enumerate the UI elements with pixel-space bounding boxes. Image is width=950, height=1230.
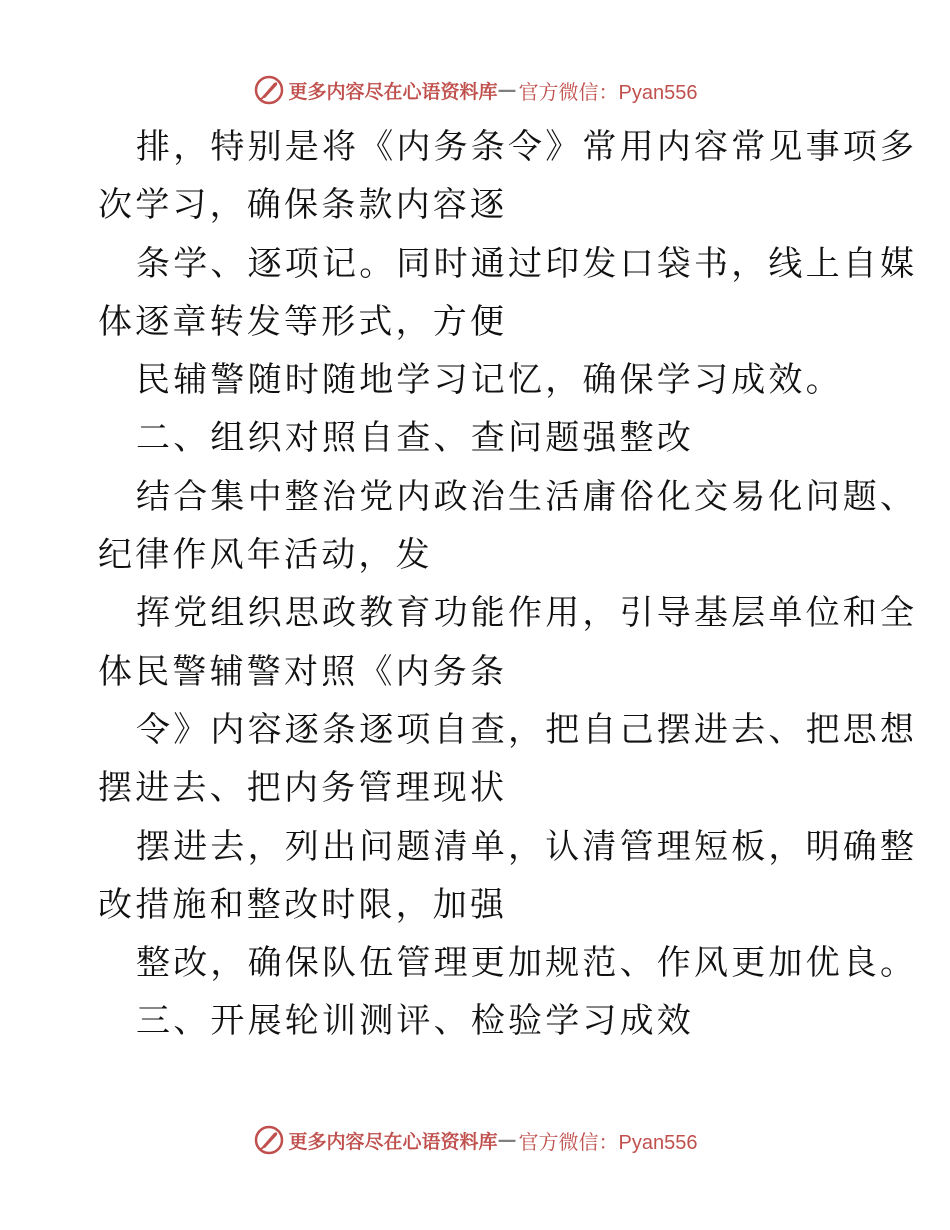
page-footer-watermark bbox=[0, 1120, 950, 1160]
body-line: 挥党组织思政教育功能作用，引导基层单位和全 bbox=[136, 593, 918, 634]
body-line: 体民警辅警对照《内务条 bbox=[98, 651, 508, 692]
body-line: 民辅警随时随地学习记忆，确保学习成效。 bbox=[136, 360, 843, 401]
body-line: 次学习，确保条款内容逐 bbox=[98, 185, 508, 226]
body-line: 体逐章转发等形式，方便 bbox=[98, 301, 508, 342]
section-heading: 二、组织对照自查、查问题强整改 bbox=[136, 418, 694, 459]
body-line: 摆进去、把内务管理现状 bbox=[98, 768, 508, 809]
brand-text: 更多内容尽在心语资料库 bbox=[288, 80, 498, 103]
page-header-watermark bbox=[0, 70, 950, 110]
wechat-id-text: 官方微信：Pyan556 bbox=[518, 1131, 698, 1154]
body-line: 令》内容逐条逐项自查，把自己摆进去、把思想 bbox=[136, 709, 918, 750]
document-body bbox=[98, 118, 918, 1051]
quill-pen-logo-icon bbox=[253, 74, 285, 106]
body-line: 排，特别是将《内务条令》常用内容常见事项多 bbox=[136, 127, 918, 167]
body-line: 整改，确保队伍管理更加规范、作风更加优良。 bbox=[136, 943, 918, 984]
brand-text: 更多内容尽在心语资料库 bbox=[288, 1130, 498, 1153]
wechat-id-text: 官方微信：Pyan556 bbox=[518, 81, 698, 104]
separator-dash: — bbox=[497, 1129, 517, 1151]
separator-dash: — bbox=[497, 79, 517, 101]
body-line: 结合集中整治党内政治生活庸俗化交易化问题、 bbox=[136, 476, 918, 517]
section-heading: 三、开展轮训测评、检验学习成效 bbox=[136, 1001, 694, 1042]
body-line: 纪律作风年活动，发 bbox=[98, 535, 433, 576]
quill-pen-logo-icon bbox=[253, 1124, 285, 1156]
body-line: 改措施和整改时限，加强 bbox=[98, 884, 508, 925]
body-line: 摆进去，列出问题清单，认清管理短板，明确整 bbox=[136, 826, 918, 867]
body-line: 条学、逐项记。同时通过印发口袋书，线上自媒 bbox=[136, 243, 918, 284]
